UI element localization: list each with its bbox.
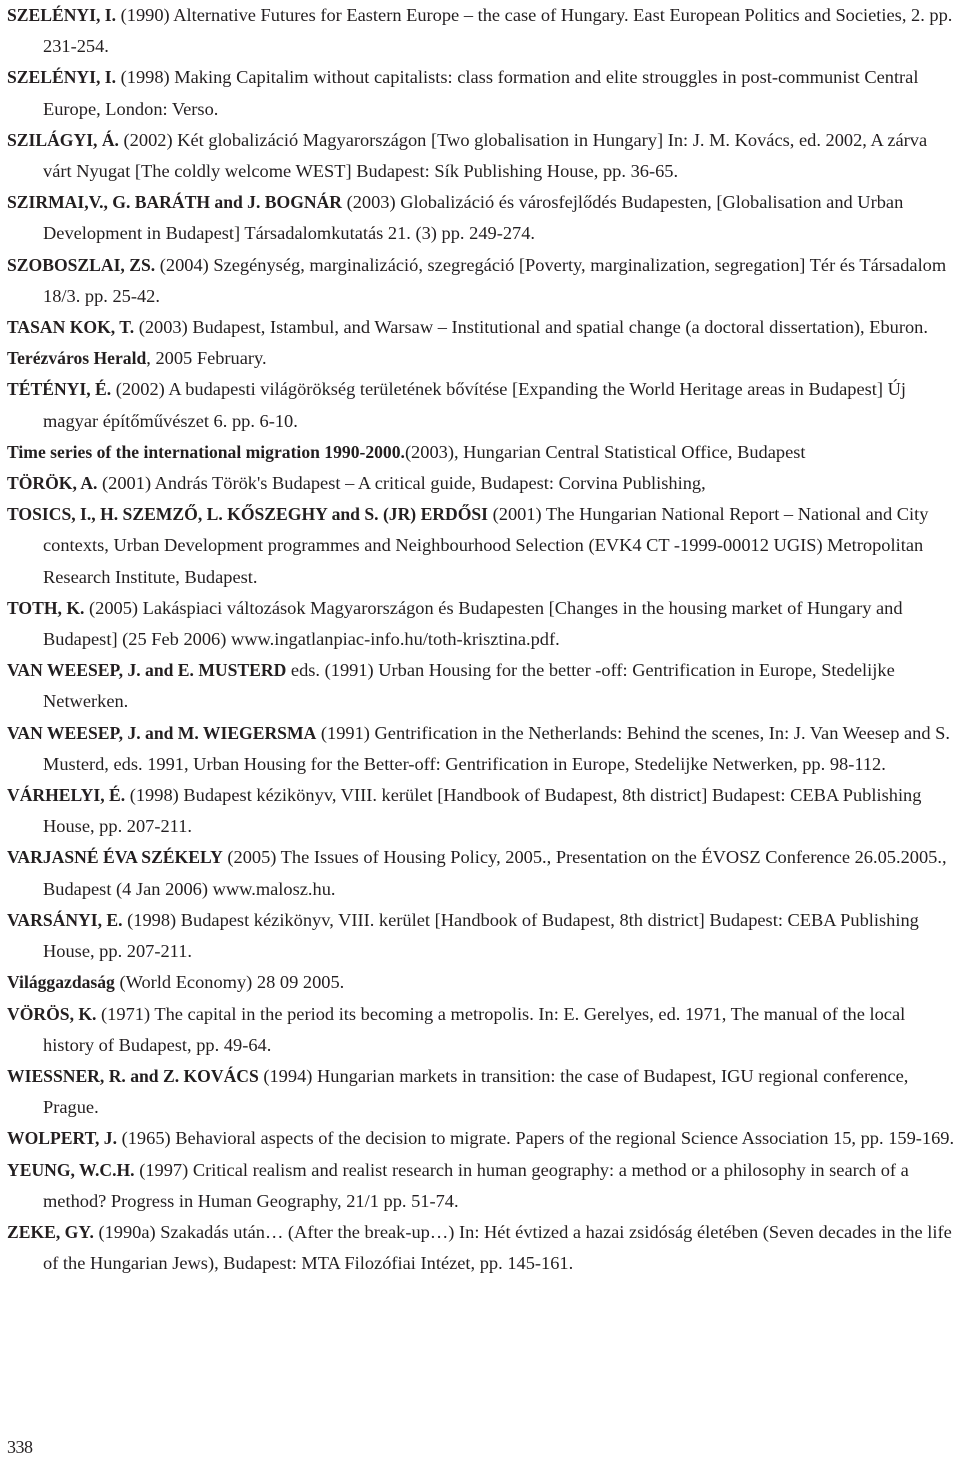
reference-entry — [7, 187, 955, 249]
reference-entry — [7, 374, 955, 436]
reference-author: VÖRÖS, K. — [7, 1003, 97, 1024]
reference-author: WOLPERT, J. — [7, 1128, 118, 1149]
reference-text: (1991) Gentrification in the Netherlands: Behind the scenes, In: J. Van Weesep and S. Musterd, eds. 1991, Urban Housing for the Better-off: Gentrification in Europe, Stedelijke Netwerken, pp. 98-112. — [43, 722, 950, 774]
reference-text: (2004) Szegénység, marginalizáció, szegregáció [Poverty, marginalization, segregation] Tér és Társadalom 18/3. pp. 25-42. — [43, 254, 947, 306]
reference-text: (1990) Alternative Futures for Eastern Europe – the case of Hungary. East European Politics and Societies, 2. pp. 231-254. — [43, 5, 953, 57]
reference-author: Világgazdaság — [7, 972, 115, 993]
reference-entry — [7, 999, 955, 1061]
reference-author: ZEKE, GY. — [7, 1221, 94, 1242]
reference-text: (2003) Globalizáció és városfejlődés Budapesten, [Globalisation and Urban Development in Budapest] Társadalomkutatás 21. (3) pp. 249-274. — [43, 192, 904, 244]
reference-author: SZOBOSZLAI, ZS. — [7, 254, 156, 275]
reference-text: (2003), Hungarian Central Statistical Office, Budapest — [404, 441, 806, 462]
reference-entry — [7, 468, 955, 499]
reference-author: VÁRHELYI, É. — [7, 785, 126, 806]
reference-author: WIESSNER, R. and Z. KOVÁCS — [7, 1065, 259, 1086]
reference-entry — [7, 905, 955, 967]
reference-text: (1994) Hungarian markets in transition: the case of Budapest, IGU regional conference, Prague. — [43, 1065, 909, 1118]
reference-text: (1997) Critical realism and realist research in human geography: a method or a philosophy in search of a method? Progress in Human Geography, 21/1 pp. 51-74. — [43, 1159, 909, 1211]
reference-entry — [7, 1217, 955, 1279]
reference-text: , 2005 February. — [146, 348, 267, 369]
reference-text: (1998) Making Capitalim without capitalists: class formation and elite strouggles in post-communist Central Europe, London: Verso. — [43, 67, 919, 119]
reference-entry — [7, 62, 955, 124]
reference-entry — [7, 125, 955, 187]
reference-author: Time series of the international migration 1990-2000. — [7, 441, 405, 462]
reference-author: SZIRMAI,V., G. BARÁTH and J. BOGNÁR — [7, 192, 342, 213]
reference-entry — [7, 1061, 955, 1123]
reference-text: (1965) Behavioral aspects of the decision to migrate. Papers of the regional Science Association 15, pp. 159-169. — [117, 1128, 955, 1149]
reference-text: (2003) Budapest, Istambul, and Warsaw – Institutional and spatial change (a doctoral dissertation), Eburon. — [134, 317, 928, 338]
reference-entry — [7, 842, 955, 904]
reference-text: (World Economy) 28 09 2005. — [114, 972, 345, 993]
reference-author: TOTH, K. — [7, 597, 85, 618]
reference-text: (1971) The capital in the period its becoming a metropolis. In: E. Gerelyes, ed. 1971, The manual of the local history of Budapest, pp. 49-64. — [43, 1003, 906, 1055]
reference-author: VARSÁNYI, E. — [7, 909, 123, 930]
reference-author: YEUNG, W.C.H. — [7, 1159, 135, 1180]
reference-text: eds. (1991) Urban Housing for the better -off: Gentrification in Europe, Stedelijke Netwerken. — [43, 660, 895, 712]
page-number: 338 — [7, 1437, 33, 1457]
reference-entry — [7, 593, 955, 655]
reference-entry — [7, 499, 955, 593]
reference-text: (2002) A budapesti világörökség területének bővítése [Expanding the World Heritage areas in Budapest] Új magyar építőművészet 6. pp. 6-10. — [43, 379, 907, 431]
reference-text: (2005) Lakáspiaci változások Magyarországon és Budapesten [Changes in the housing market of Hungary and Budapest] (25 Feb 2006) www.ingatlanpiac-info.hu/toth-krisztina.pdf. — [43, 597, 903, 650]
reference-author: TÉTÉNYI, É. — [7, 379, 112, 400]
reference-text: (2001) The Hungarian National Report – National and City contexts, Urban Development programmes and Neighbourhood Selection (EVK4 CT -1999-00012 UGIS) Metropolitan Research Institute, Budapest. — [43, 504, 929, 587]
reference-author: Terézváros Herald — [7, 348, 147, 369]
reference-entry — [7, 250, 955, 312]
reference-author: VAN WEESEP, J. and E. MUSTERD — [7, 660, 287, 681]
reference-text: (1998) Budapest kézikönyv, VIII. kerület [Handbook of Budapest, 8th district] Budapest: CEBA Publishing House, pp. 207-211. — [43, 909, 919, 962]
reference-author: TASAN KOK, T. — [7, 317, 135, 338]
reference-entry — [7, 718, 955, 780]
reference-text: (2002) Két globalizáció Magyarországon [Two globalisation in Hungary] In: J. M. Kovács, ed. 2002, A zárva várt Nyugat [The coldly welcome WEST] Budapest: Sík Publishing House, pp. 36-65. — [43, 129, 928, 182]
reference-author: TOSICS, I., H. SZEMZŐ, L. KŐSZEGHY and S. (JR) ERDŐSI — [7, 504, 489, 525]
reference-list — [7, 0, 955, 1279]
reference-author: TÖRÖK, A. — [7, 473, 98, 494]
reference-entry — [7, 312, 955, 343]
reference-entry — [7, 1123, 955, 1154]
reference-text: (1990a) Szakadás után… (After the break-up…) In: Hét évtized a hazai zsidóság életében (Seven decades in the life of the Hungarian Jews), Budapest: MTA Filozófiai Intézet, pp. 145-161. — [43, 1221, 952, 1274]
reference-entry — [7, 1155, 955, 1217]
reference-author: VARJASNÉ ÉVA SZÉKELY — [7, 847, 223, 868]
reference-entry — [7, 343, 955, 374]
reference-entry — [7, 0, 955, 62]
reference-author: SZELÉNYI, I. — [7, 5, 117, 25]
reference-author: VAN WEESEP, J. and M. WIEGERSMA — [7, 722, 317, 743]
reference-entry — [7, 780, 955, 842]
reference-entry — [7, 655, 955, 717]
reference-entry — [7, 437, 955, 468]
reference-text: (1998) Budapest kézikönyv, VIII. kerület [Handbook of Budapest, 8th district] Budapest: CEBA Publishing House, pp. 207-211. — [43, 785, 922, 837]
reference-text: (2001) András Török's Budapest – A critical guide, Budapest: Corvina Publishing, — [97, 473, 706, 494]
reference-author: SZELÉNYI, I. — [7, 67, 117, 88]
reference-author: SZILÁGYI, Á. — [7, 129, 119, 150]
reference-text: (2005) The Issues of Housing Policy, 2005., Presentation on the ÉVOSZ Conference 26.05.2005., Budapest (4 Jan 2006) www.malosz.hu. — [43, 847, 947, 899]
reference-entry — [7, 967, 955, 998]
